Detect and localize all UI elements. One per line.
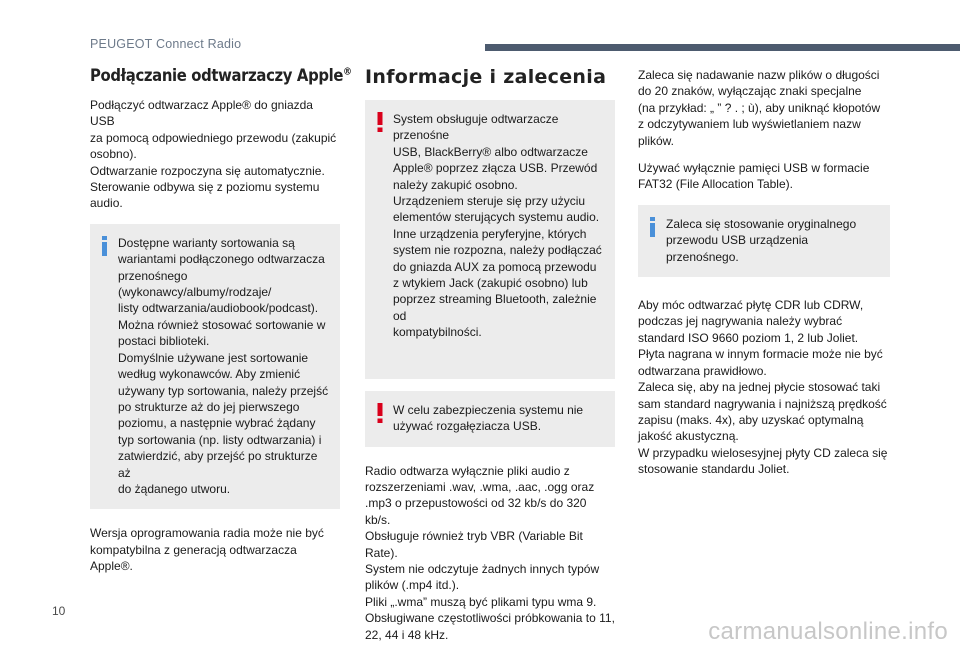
info-icon xyxy=(98,236,111,256)
paragraph-audio-formats: Radio odtwarza wyłącznie pliki audio z rozszerzeniami .wav, .wma, .aac, .ogg oraz .mp3 o przepustowości od 32 kb/s do 320 kb/s. Obsługuje również tryb VBR (Variable Bit Rate). System nie odczytuje żadnych innych typów plików (.mp4 itd.). Pliki „.wma” muszą być plikami typu wma 9. Obsługiwane częstotliwości próbkowania to 11, 22, 44 i 48 kHz. xyxy=(365,463,615,642)
warning-text-devices: System obsługuje odtwarzacze przenośne USB, BlackBerry® albo odtwarzacze Apple® poprzez złącza USB. Przewód należy zakupić osobno. Urządzeniem steruje się przy użyciu elementów sterujących systemu audio. Inne urządzenia peryferyjne, których system nie rozpozna, należy podłączać do gniazda AUX za pomocą przewodu z wtykiem Jack (zakupić osobno) lub poprzez streaming Bluetooth, zależnie od kompatybilności. xyxy=(393,112,602,340)
info-text-sorting: Dostępne warianty sortowania są wariantami podłączonego odtwarzacza przenośnego (wykonawcy/albumy/rodzaje/ listy odtwarzania/audiobook/podcast). Można również stosować sortowanie w postaci biblioteki. Domyślnie używane jest sortowanie według wykonawców. Aby zmienić używany typ sortowania, należy przejść po strukturze aż do jej pierwszego poziomu, a następnie wybrać żądany typ sortowania (np. listy odtwarzania) i zatwierdzić, aby przejść po strukturze aż do żądanego utworu. xyxy=(118,235,329,496)
info-box-sorting xyxy=(90,224,340,510)
section-heading-apple xyxy=(90,66,352,85)
info-box-cable xyxy=(638,205,890,277)
registered-mark: ® xyxy=(343,66,352,78)
watermark: carmanualsonline.info xyxy=(708,618,948,645)
heading-text: Podłączanie odtwarzaczy Apple xyxy=(90,66,344,85)
column-info xyxy=(365,66,615,643)
paragraph-apple-connect: Podłączyć odtwarzacz Apple® do gniazda USB za pomocą odpowiedniego przewodu (zakupić osobno). Odtwarzanie rozpoczyna się automatycznie. Sterowanie odbywa się z poziomu systemu audio. xyxy=(90,98,337,211)
paragraph-file-names: Zaleca się nadawanie nazw plików o długości do 20 znaków, wyłączając znaki specjalne (na przykład: „ ” ? . ; ù), aby uniknąć kłopotów z odczytywaniem lub wyświetlaniem nazw plików. xyxy=(638,68,881,148)
column-apple xyxy=(90,66,352,575)
column-recommendations xyxy=(638,70,890,478)
document-header-title: PEUGEOT Connect Radio xyxy=(90,37,242,51)
warning-icon xyxy=(374,112,386,132)
warning-text-usb-hub: W celu zabezpieczenia systemu nie używać rozgałęziacza USB. xyxy=(393,402,584,434)
warning-box-usb-hub xyxy=(365,391,615,447)
paragraph-software-version: Wersja oprogramowania radia może nie być kompatybilna z generacją odtwarzacza Apple®. xyxy=(90,526,324,574)
page-number: 10 xyxy=(52,604,66,618)
warning-box-devices xyxy=(365,100,615,379)
header-bar xyxy=(485,44,960,51)
info-icon xyxy=(646,217,659,237)
section-heading-info: Informacje i zalecenia xyxy=(365,66,607,88)
info-text-cable: Zaleca się stosowanie oryginalnego przewodu USB urządzenia przenośnego. xyxy=(666,216,857,264)
paragraph-fat32: Używać wyłącznie pamięci USB w formacie FAT32 (File Allocation Table). xyxy=(638,161,870,192)
paragraph-cd-recording: Aby móc odtwarzać płytę CDR lub CDRW, podczas jej nagrywania należy wybrać standard ISO 9660 poziom 1, 2 lub Joliet. Płyta nagrana w innym formacie może nie być odtwarzana prawidłowo. Zaleca się, aby na jednej płycie stosować taki sam standard nagrywania i najniższą prędkość zapisu (maks. 4x), aby uzyskać optymalną jakość akustyczną. W przypadku wielosesyjnej płyty CD zaleca się stosowanie standardu Joliet. xyxy=(638,298,888,477)
warning-icon xyxy=(374,403,386,423)
